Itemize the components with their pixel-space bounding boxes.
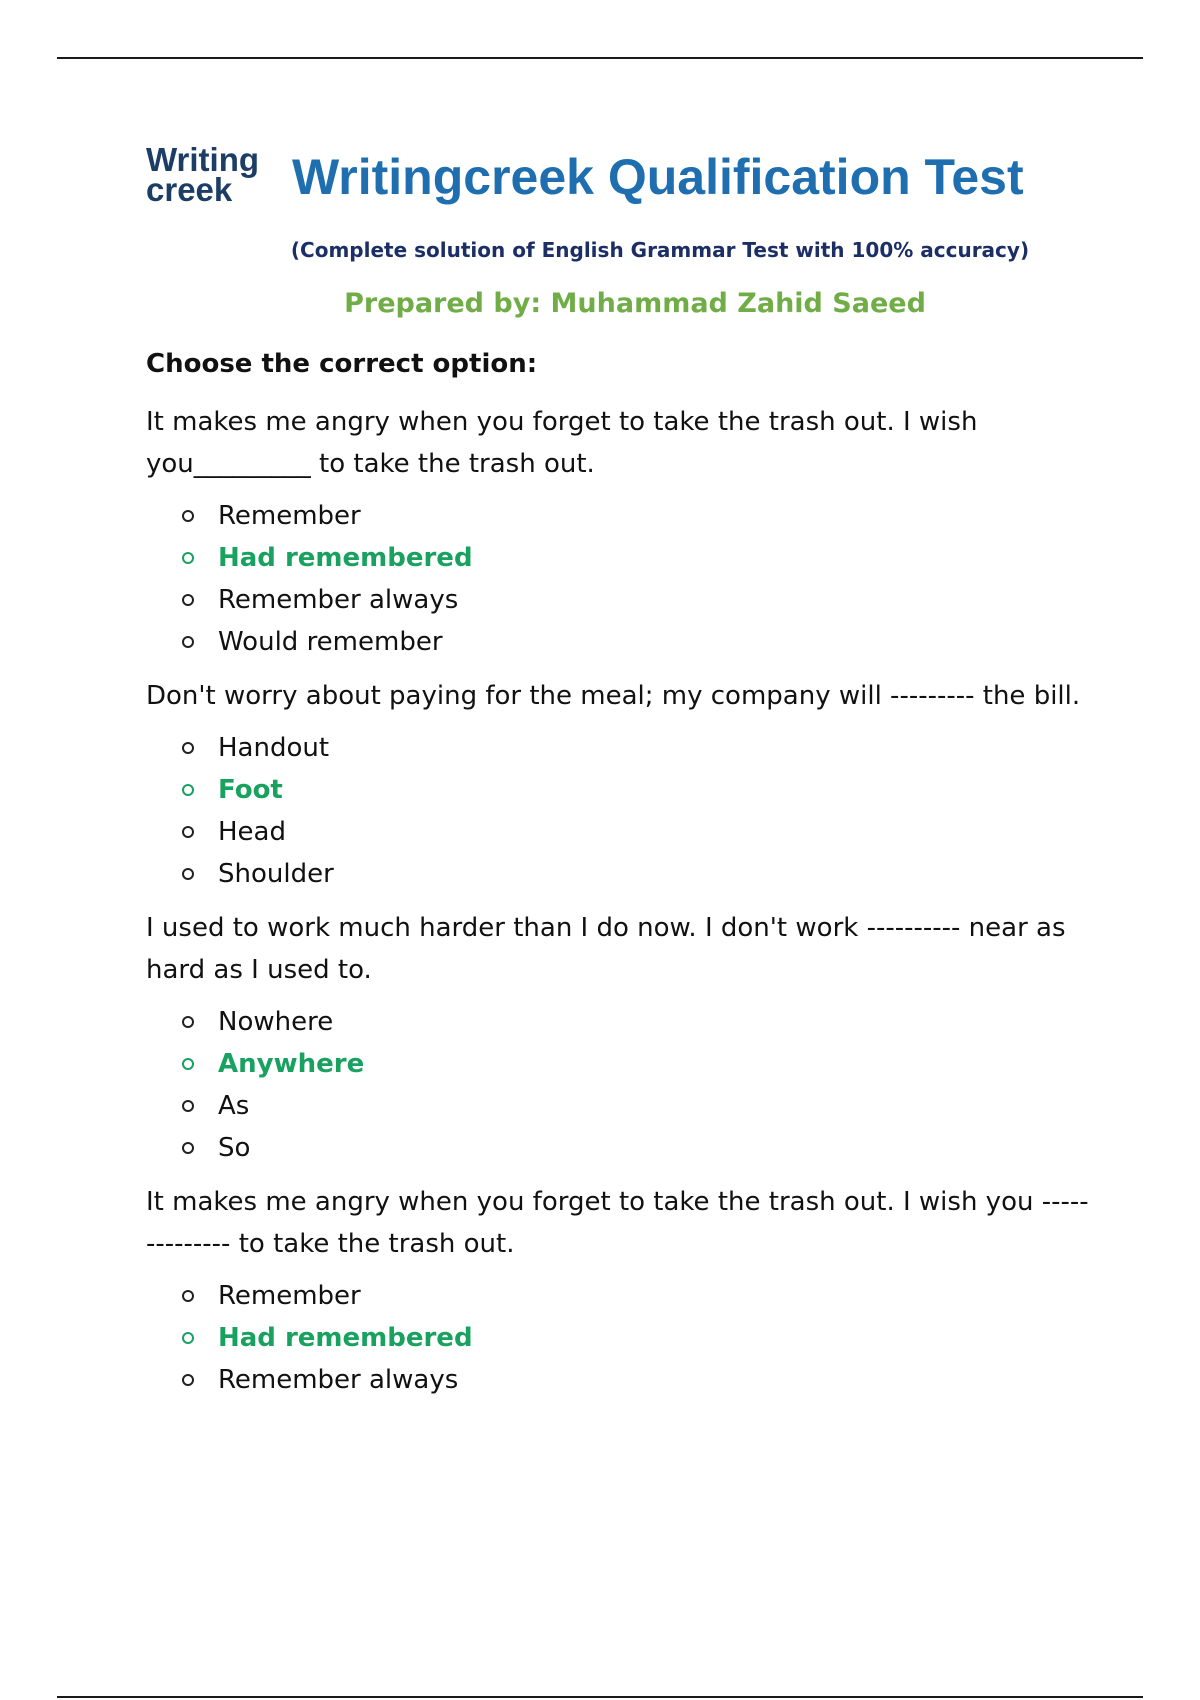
option-item-correct[interactable] xyxy=(146,1317,1096,1359)
question-text: I used to work much harder than I do now. I don't work ---------- near as hard as I used to. xyxy=(146,913,1066,985)
question-block-3 xyxy=(146,907,1096,1169)
circle-bullet-icon xyxy=(182,742,194,754)
question-text: It makes me angry when you forget to take the trash out. I wish you_________ to take the trash out. xyxy=(146,407,978,479)
circle-bullet-icon xyxy=(182,594,194,606)
option-label: Had remembered xyxy=(218,543,473,573)
document-header xyxy=(146,140,1076,220)
option-item[interactable] xyxy=(146,727,1096,769)
circle-bullet-icon xyxy=(182,1290,194,1302)
document-title: Writingcreek Qualification Test xyxy=(292,149,1024,205)
document-subtitle: (Complete solution of English Grammar Test with 100% accuracy) xyxy=(290,238,1030,262)
option-item[interactable] xyxy=(146,853,1096,895)
option-label: Shoulder xyxy=(218,859,334,889)
option-list xyxy=(146,1001,1096,1169)
circle-bullet-icon xyxy=(182,552,194,564)
option-item-correct[interactable] xyxy=(146,1043,1096,1085)
circle-bullet-icon xyxy=(182,1374,194,1386)
option-label: Head xyxy=(218,817,286,847)
option-label: Remember always xyxy=(218,1365,459,1395)
question-block-2 xyxy=(146,675,1096,895)
bottom-divider xyxy=(57,1696,1143,1698)
option-label: As xyxy=(218,1091,250,1121)
option-label: So xyxy=(218,1133,251,1163)
option-label: Had remembered xyxy=(218,1323,473,1353)
logo-text-line1: Writing xyxy=(146,141,260,178)
circle-bullet-icon xyxy=(182,1016,194,1028)
option-item[interactable] xyxy=(146,1275,1096,1317)
option-item[interactable] xyxy=(146,1359,1096,1401)
circle-bullet-icon xyxy=(182,510,194,522)
logo-text-line2: creek xyxy=(146,171,233,208)
option-item[interactable] xyxy=(146,1085,1096,1127)
option-label: Handout xyxy=(218,733,330,763)
question-text: It makes me angry when you forget to take the trash out. I wish you -------------- to take the trash out. xyxy=(146,1187,1089,1259)
circle-bullet-icon xyxy=(182,1100,194,1112)
option-item[interactable] xyxy=(146,1127,1096,1169)
option-label: Would remember xyxy=(218,627,443,657)
author-credit: Prepared by: Muhammad Zahid Saeed xyxy=(344,288,926,319)
option-item[interactable] xyxy=(146,1001,1096,1043)
writingcreek-logo xyxy=(146,141,280,208)
option-list xyxy=(146,1275,1096,1401)
option-item-correct[interactable] xyxy=(146,537,1096,579)
option-list xyxy=(146,495,1096,663)
option-item[interactable] xyxy=(146,495,1096,537)
instruction-heading: Choose the correct option: xyxy=(146,349,538,379)
circle-bullet-icon xyxy=(182,1058,194,1070)
option-item-correct[interactable] xyxy=(146,769,1096,811)
top-divider xyxy=(57,57,1143,59)
question-block-4 xyxy=(146,1181,1096,1401)
circle-bullet-icon xyxy=(182,784,194,796)
question-block-1 xyxy=(146,401,1096,663)
circle-bullet-icon xyxy=(182,1142,194,1154)
circle-bullet-icon xyxy=(182,868,194,880)
option-item[interactable] xyxy=(146,621,1096,663)
option-label: Remember always xyxy=(218,585,459,615)
circle-bullet-icon xyxy=(182,1332,194,1344)
option-label: Remember xyxy=(218,1281,361,1311)
option-list xyxy=(146,727,1096,895)
question-text: Don't worry about paying for the meal; my company will --------- the bill. xyxy=(146,681,1081,711)
circle-bullet-icon xyxy=(182,826,194,838)
option-item[interactable] xyxy=(146,579,1096,621)
option-label: Foot xyxy=(218,775,283,805)
option-label: Nowhere xyxy=(218,1007,334,1037)
option-item[interactable] xyxy=(146,811,1096,853)
circle-bullet-icon xyxy=(182,636,194,648)
option-label: Remember xyxy=(218,501,361,531)
option-label: Anywhere xyxy=(218,1049,365,1079)
question-list xyxy=(146,345,1096,1413)
